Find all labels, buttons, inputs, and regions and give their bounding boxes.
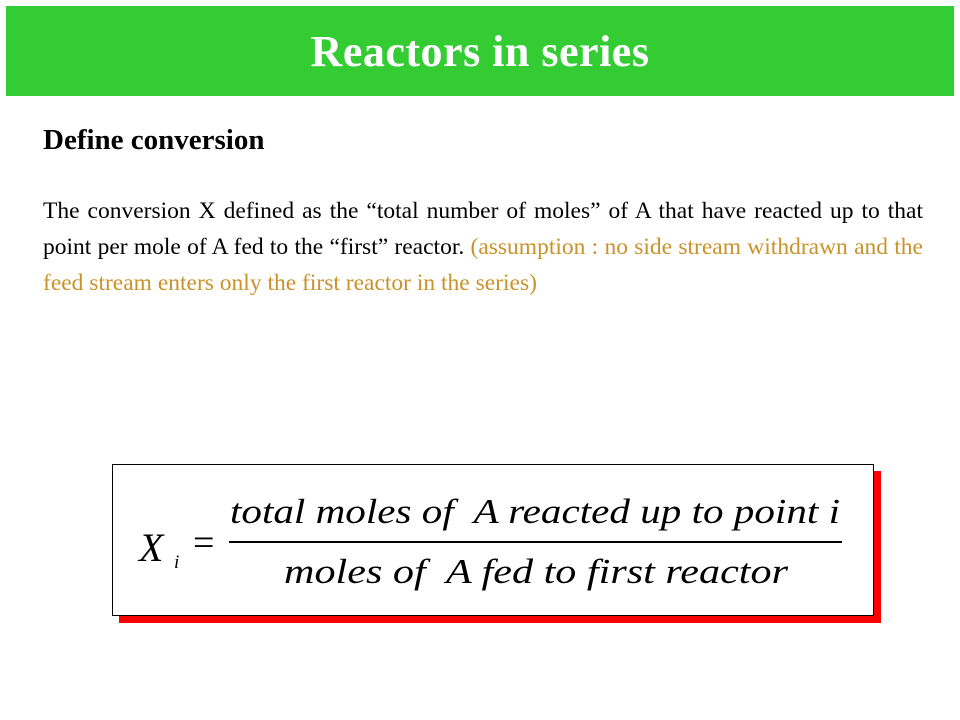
slide-title: Reactors in series: [310, 26, 650, 76]
formula-symbol: X: [139, 525, 164, 570]
formula-subscript: i: [174, 552, 180, 573]
title-bar: [6, 6, 954, 96]
section-heading: Define conversion: [43, 124, 265, 156]
definition-text: The conversion X defined as the “total number of moles” of A that have reacted up to that point per mole of A fed to the “first” reactor.: [43, 198, 923, 260]
formula-numerator: total moles of A reacted up to point i: [230, 492, 840, 531]
formula-box: [112, 464, 874, 616]
definition-paragraph: [43, 193, 923, 301]
formula-equals: =: [193, 522, 215, 564]
formula-denominator: moles of A fed to first reactor: [284, 552, 789, 591]
assumption-note: (assumption : no side stream withdrawn and the feed stream enters only the first reactor in the series): [43, 234, 923, 296]
conversion-formula: [113, 465, 873, 615]
